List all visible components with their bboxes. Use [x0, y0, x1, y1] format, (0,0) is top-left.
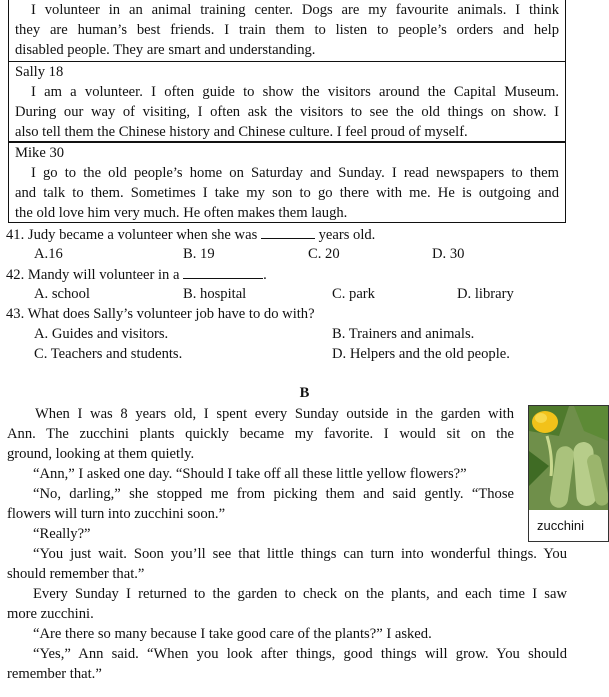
image-caption: zucchini — [537, 518, 584, 533]
q43-option-d[interactable]: D. Helpers and the old people. — [332, 346, 510, 362]
story-line-3: ground, looking at them quietly. — [7, 446, 195, 462]
story-line-8: “You just wait. Soon you’ll see that little things can turn into wonderful things. You — [33, 546, 567, 562]
volunteer-box-1 — [8, 0, 566, 62]
story-line-7: “Really?” — [33, 526, 91, 542]
q42-option-c[interactable]: C. park — [332, 286, 375, 302]
q41-option-b[interactable]: B. 19 — [183, 246, 215, 262]
story-line-5: “No, darling,” she stopped me from picking them and said gently. “Those — [33, 486, 514, 502]
question-43 — [6, 304, 315, 324]
answer-blank-41[interactable] — [261, 224, 315, 239]
q42-option-d[interactable]: D. library — [457, 286, 514, 302]
answer-blank-42[interactable] — [183, 264, 263, 279]
box2-line-2: During our way of visiting, I often ask the visitors to see the old things on show. I — [15, 104, 559, 120]
story-line-2: Ann. The zucchini plants quickly became my favorite. I would sit on the — [7, 426, 514, 442]
box2-line-3: also tell them the Chinese history and Chinese culture. I feel proud of myself. — [15, 124, 468, 140]
story-line-9: should remember that.” — [7, 566, 145, 582]
q43-option-c[interactable]: C. Teachers and students. — [34, 346, 183, 362]
box3-line-3: the old love him very much. He often makes them laugh. — [15, 205, 348, 221]
question-43-stem: 43. What does Sally’s volunteer job have to do with? — [6, 306, 315, 322]
box1-line-1: I volunteer in an animal training center. Dogs are my favourite animals. I think — [31, 2, 559, 18]
box3-line-1: I go to the old people’s home on Saturday and Sunday. I read newspapers to them — [31, 165, 559, 181]
story-line-4: “Ann,” I asked one day. “Should I take off all these little yellow flowers?” — [33, 466, 467, 482]
story-line-14: remember that.” — [7, 666, 102, 682]
volunteer-name-mike: Mike 30 — [15, 145, 65, 161]
question-42-stem: 42. Mandy will volunteer in a — [6, 267, 180, 283]
q41-option-d[interactable]: D. 30 — [432, 246, 465, 262]
story-line-13: “Yes,” Ann said. “When you look after things, good things will grow. You should — [33, 646, 567, 662]
box1-line-2: they are human’s best friends. I train them to listen to people’s orders and help — [15, 22, 559, 38]
zucchini-image — [529, 406, 608, 510]
question-41-stem-end: years old. — [318, 227, 376, 243]
box3-line-2: and talk to them. Sometimes I take my son to go there with me. He is outgoing and — [15, 185, 559, 201]
q41-option-c[interactable]: C. 20 — [308, 246, 340, 262]
story-line-12: “Are there so many because I take good care of the plants?” I asked. — [33, 626, 432, 642]
q42-option-b[interactable]: B. hospital — [183, 286, 247, 302]
box1-line-3: disabled people. They are smart and understanding. — [15, 42, 316, 58]
story-line-10: Every Sunday I returned to the garden to check on the plants, and each time I saw — [33, 586, 567, 602]
q41-option-a[interactable]: A.16 — [34, 246, 63, 262]
box2-line-1: I am a volunteer. I often guide to show the visitors around the Capital Museum. — [31, 84, 559, 100]
q43-option-a[interactable]: A. Guides and visitors. — [34, 326, 169, 342]
q42-option-a[interactable]: A. school — [34, 286, 90, 302]
story-line-11: more zucchini. — [7, 606, 94, 622]
story-line-1: When I was 8 years old, I spent every Sunday outside in the garden with — [35, 406, 514, 422]
zucchini-figure — [528, 405, 609, 542]
volunteer-box-mike — [8, 143, 566, 223]
volunteer-box-sally — [8, 62, 566, 142]
question-42-stem-end: . — [263, 267, 267, 283]
question-41 — [6, 224, 375, 245]
story-line-6: flowers will turn into zucchini soon.” — [7, 506, 226, 522]
volunteer-name-sally: Sally 18 — [15, 64, 64, 80]
question-42 — [6, 264, 267, 285]
q43-option-b[interactable]: B. Trainers and animals. — [332, 326, 475, 342]
section-b-heading: B — [299, 385, 310, 401]
question-41-stem: 41. Judy became a volunteer when she was — [6, 227, 258, 243]
